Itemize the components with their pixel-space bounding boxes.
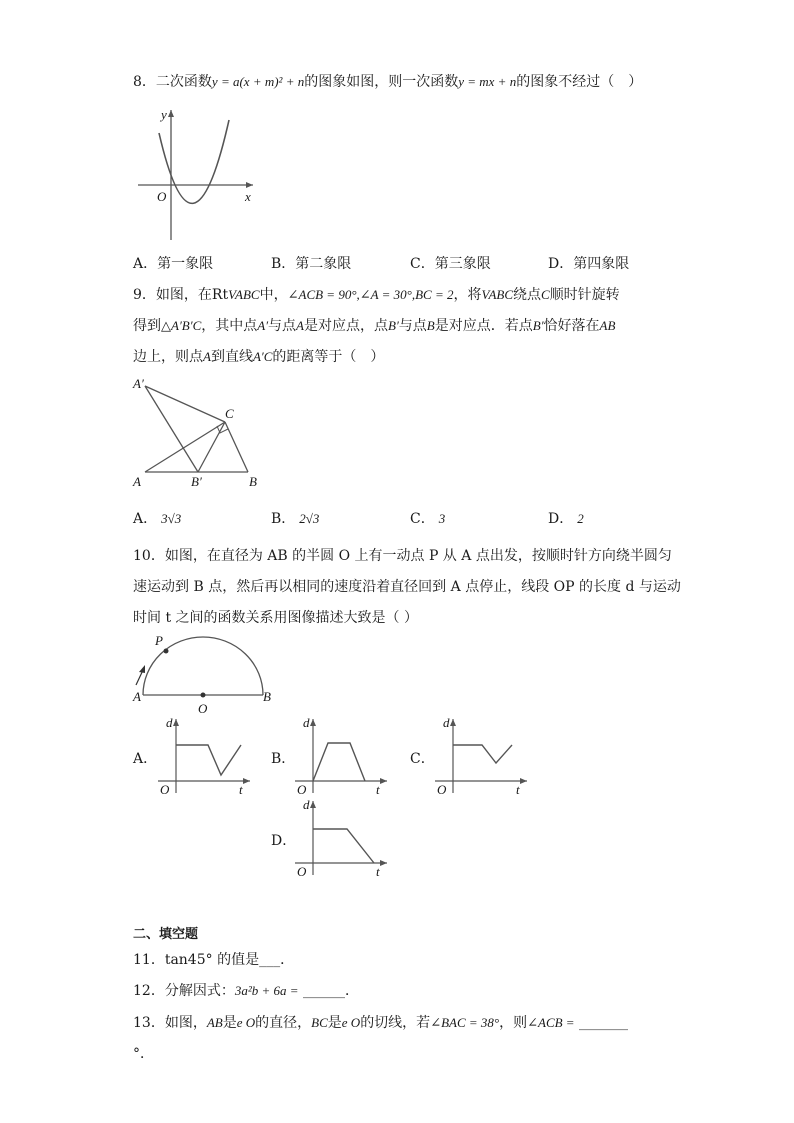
y-axis-arrow-icon (168, 110, 174, 117)
q11: 11．tan45° 的值是___． (133, 952, 295, 968)
q9-line: A′C (252, 349, 273, 364)
q9-triangle-figure (133, 378, 273, 488)
q9-segment: AB (599, 318, 616, 333)
origin-label: O (157, 189, 167, 204)
segment-a-prime-c (145, 386, 225, 422)
q9-triangle: VABC (228, 287, 260, 302)
q8-stem-text: 8．二次函数 (133, 74, 212, 90)
graph-line (176, 745, 241, 775)
q9-line1 (133, 286, 620, 304)
q9-point: B′ (532, 318, 544, 333)
label-b-prime: B′ (191, 474, 202, 489)
q8-stem (133, 73, 642, 91)
t-label: t (239, 782, 243, 797)
q9-option-letter: B． (271, 511, 296, 527)
q13-text: 的切线，若 (360, 1015, 431, 1031)
q9-line2 (133, 317, 615, 335)
q13-line2: °． (133, 1046, 154, 1062)
q10-line2: 速运动到 B 点，然后再以相同的速度沿着直径回到 A 点停止，线段 OP 的长度 d 与运动 (133, 579, 681, 595)
q9-text: 到直线 (210, 349, 253, 365)
q8-quadratic-equation: y = a(x + m)² + n (211, 74, 305, 89)
t-label: t (376, 864, 380, 879)
point-p (164, 649, 169, 654)
graph-line (453, 745, 512, 763)
q9-text: 9．如图，在Rt (133, 287, 229, 303)
q10-line3: 时间 t 之间的函数关系用图像描述大致是（ ） (133, 610, 418, 626)
q13-segment: BC (311, 1015, 328, 1030)
origin-label: O (297, 864, 307, 879)
label-p: P (155, 633, 163, 648)
q8-parabola-graph (133, 105, 263, 245)
q9-text: 恰好落在 (543, 318, 600, 334)
q10-option-b-letter: B． (271, 751, 296, 767)
q9-point: B (426, 318, 435, 333)
q9-text: 是对应点，点 (304, 318, 388, 334)
q9-option-value: 2 (577, 511, 584, 526)
q9-text: 是对应点．若点 (434, 318, 533, 334)
q8-option-c: C．第三象限 (410, 256, 491, 272)
segment-b-prime-c (198, 422, 225, 472)
q8-option-a: A．第一象限 (133, 256, 214, 272)
q9-line3 (133, 348, 384, 366)
t-axis-arrow-icon (243, 778, 250, 784)
t-label: t (516, 782, 520, 797)
q9-option-letter: D． (548, 511, 574, 527)
d-axis-arrow-icon (450, 719, 456, 726)
q10-option-b-graph (292, 713, 392, 798)
q8-linear-equation: y = mx + n (458, 74, 517, 89)
d-label: d (443, 715, 450, 730)
q9-option-value: 3 (438, 511, 446, 526)
q10-option-d-letter: D． (271, 833, 297, 849)
graph-line (313, 829, 374, 863)
q13-line1 (133, 1014, 628, 1032)
q13-text: 13．如图， (133, 1015, 207, 1031)
q9-conditions: ∠ACB = 90°,∠A = 30°,BC = 2 (287, 287, 454, 302)
q12-blank: ______． (298, 983, 359, 999)
q9-triangle: VABC (481, 287, 514, 302)
q9-option-a (133, 510, 181, 528)
q10-option-a-graph (155, 713, 255, 798)
point-o (201, 693, 206, 698)
q9-point: A (296, 318, 304, 333)
segment-cb (225, 422, 248, 472)
t-axis-arrow-icon (520, 778, 527, 784)
label-a: A (133, 474, 141, 489)
q13-text: ，则 (499, 1015, 528, 1031)
q9-text: ，其中点 (201, 318, 258, 334)
segment-a-prime-b-prime (145, 386, 198, 472)
q13-text: 是 (327, 1015, 342, 1031)
x-axis-label: x (245, 189, 251, 204)
q8-stem-text-end: 的图象不经过（ ） (516, 74, 643, 90)
q12-expression: 3a²b + 6a = (234, 983, 299, 998)
origin-label: O (160, 782, 170, 797)
q9-option-b (271, 510, 319, 528)
q9-point: A′ (257, 318, 269, 333)
q8-option-b: B．第二象限 (271, 256, 352, 272)
label-o: O (198, 701, 208, 716)
q9-option-value: 3√3 (161, 511, 182, 526)
q9-point: A (203, 349, 211, 364)
q9-text: 中， (259, 287, 288, 303)
q9-text: 顺时针旋转 (549, 287, 620, 303)
t-axis-arrow-icon (380, 860, 387, 866)
q9-option-c (410, 510, 445, 528)
arrowhead-icon (139, 665, 145, 673)
q10-option-d-graph (292, 795, 392, 880)
label-b: B (263, 689, 271, 704)
q9-text: 绕点 (513, 287, 542, 303)
q13-text: 是 (222, 1015, 237, 1031)
q9-rotated-triangle: △A′B′C (161, 318, 202, 333)
segment-ac (145, 422, 225, 472)
q13-circle: e O (236, 1015, 256, 1030)
q9-text: ，将 (453, 287, 482, 303)
d-label: d (303, 715, 310, 730)
d-label: d (303, 797, 310, 812)
t-axis-arrow-icon (380, 778, 387, 784)
label-a: A (133, 689, 141, 704)
q13-blank: _______ (574, 1015, 629, 1031)
q9-point: C (541, 287, 550, 302)
graph-line (313, 743, 365, 781)
q9-option-letter: C． (410, 511, 435, 527)
q10-semicircle-figure (133, 635, 283, 715)
q13-circle: e O (341, 1015, 361, 1030)
q9-text: 与点 (398, 318, 427, 334)
label-a-prime: A′ (133, 376, 144, 391)
section-title: 二、填空题 (133, 927, 199, 942)
q9-option-letter: A． (133, 511, 158, 527)
y-axis-label: y (161, 107, 167, 122)
q12 (133, 982, 359, 1000)
q9-point: B′ (388, 318, 399, 333)
origin-label: O (297, 782, 307, 797)
q12-text: 12．分解因式： (133, 983, 235, 999)
q13-segment: AB (206, 1015, 223, 1030)
q9-text: 的距离等于（ ） (272, 349, 385, 365)
q10-option-a-letter: A． (133, 751, 158, 767)
q13-angle: ∠BAC = 38° (430, 1015, 500, 1030)
d-axis-arrow-icon (310, 719, 316, 726)
q8-option-d: D．第四象限 (548, 256, 630, 272)
d-label: d (166, 715, 173, 730)
q9-option-d (548, 510, 584, 528)
q8-stem-text-mid: 的图象如图，则一次函数 (304, 74, 459, 90)
x-axis-arrow-icon (246, 182, 253, 188)
q13-angle: ∠ACB = (527, 1015, 575, 1030)
t-label: t (376, 782, 380, 797)
q13-text: 的直径， (255, 1015, 312, 1031)
label-b: B (249, 474, 257, 489)
q10-option-c-graph (432, 713, 532, 798)
q9-text: 与点 (268, 318, 297, 334)
q9-text: 得到 (133, 318, 161, 334)
q9-text: 边上，则点 (133, 349, 203, 365)
parabola-curve (159, 120, 229, 203)
origin-label: O (437, 782, 447, 797)
d-axis-arrow-icon (310, 801, 316, 808)
q10-option-c-letter: C． (410, 751, 435, 767)
d-axis-arrow-icon (173, 719, 179, 726)
q9-option-value: 2√3 (299, 511, 320, 526)
q10-line1: 10．如图，在直径为 AB 的半圆 O 上有一动点 P 从 A 点出发，按顺时针方向绕半圆匀 (133, 548, 672, 564)
label-c: C (225, 406, 234, 421)
